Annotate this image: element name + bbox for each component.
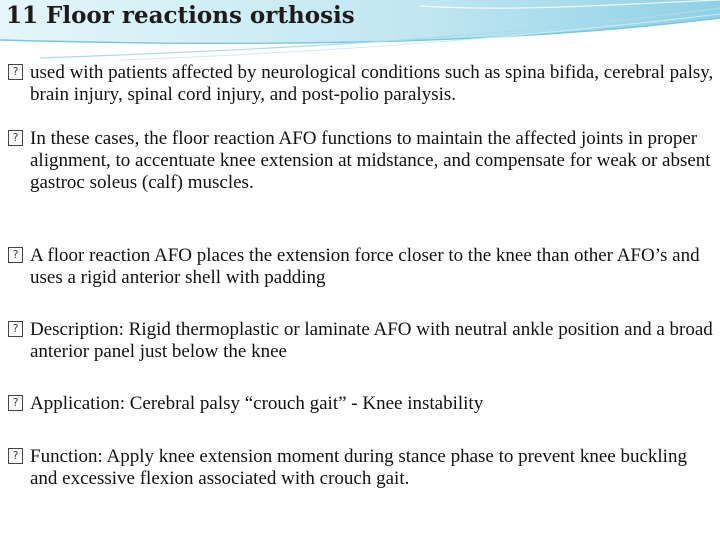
bullet-text: Application: Cerebral palsy “crouch gait” - Knee instability: [30, 393, 484, 414]
bullet-marker-icon: ?: [8, 130, 23, 146]
bullet-marker-icon: ?: [8, 395, 23, 411]
bullet-item: [8, 319, 718, 363]
bullet-item: [8, 62, 718, 106]
bullet-item: [8, 128, 718, 194]
bullet-text: used with patients affected by neurological conditions such as spina bifida, cerebral palsy, brain injury, spinal cord injury, and post-polio paralysis.: [30, 62, 714, 105]
bullet-marker-icon: ?: [8, 321, 23, 337]
bullet-text: Function: Apply knee extension moment during stance phase to prevent knee buckling and excessive flexion associated with crouch gait.: [30, 446, 687, 489]
bullet-text: Description: Rigid thermoplastic or laminate AFO with neutral ankle position and a broad anterior panel just below the knee: [30, 319, 713, 362]
bullet-marker-icon: ?: [8, 448, 23, 464]
bullet-item: [8, 393, 718, 415]
bullet-item: [8, 245, 718, 289]
bullet-marker-icon: ?: [8, 64, 23, 80]
bullet-text: A floor reaction AFO places the extension force closer to the knee than other AFO’s and uses a rigid anterior shell with padding: [30, 245, 700, 288]
bullet-item: [8, 446, 718, 490]
slide-title: 11 Floor reactions orthosis: [6, 2, 355, 29]
bullet-marker-icon: ?: [8, 247, 23, 263]
bullet-text: In these cases, the floor reaction AFO functions to maintain the affected joints in proper alignment, to accentuate knee extension at midstance, and compensate for weak or absent gastroc soleus (calf) muscles.: [30, 128, 711, 193]
